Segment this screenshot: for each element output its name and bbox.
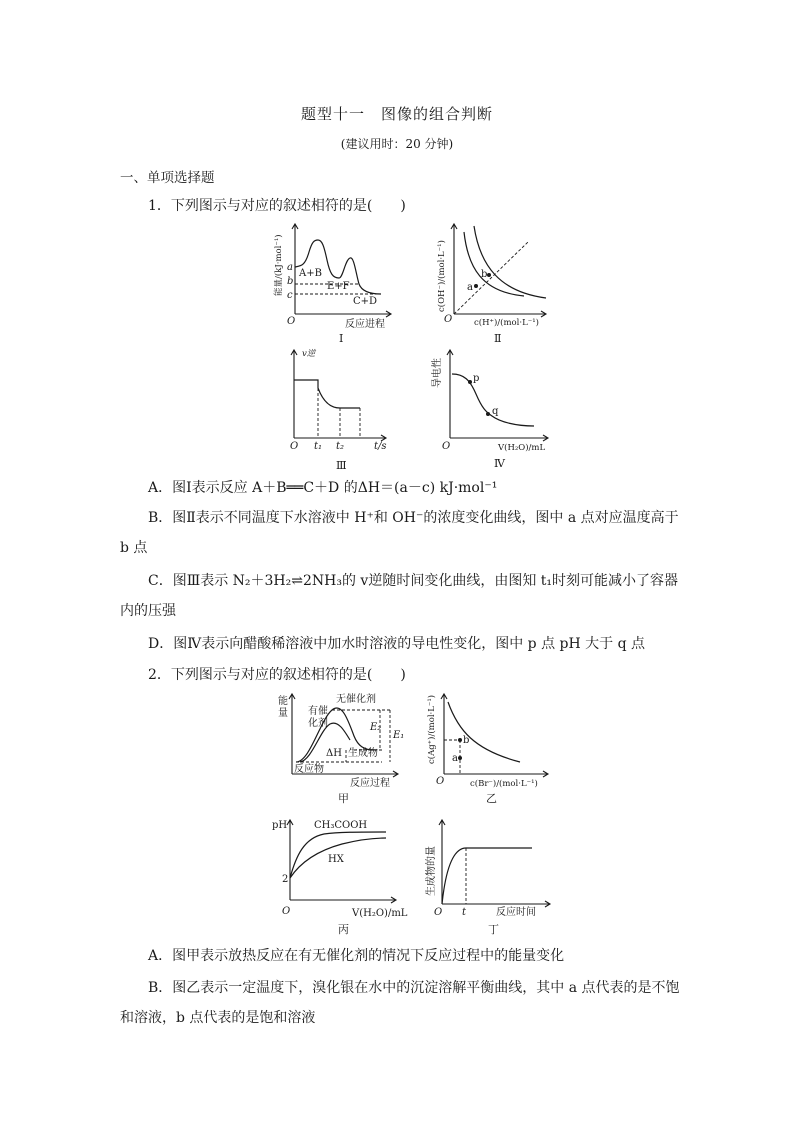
q2-stem: 2．下列图示与对应的叙述相符的是( ) bbox=[148, 667, 406, 683]
q1-option-c-line1: C．图Ⅲ表示 N₂＋3H₂⇌2NH₃的 v逆随时间变化曲线，由图知 t₁时刻可能减小了容器 bbox=[148, 573, 679, 589]
figa-caption: 甲 bbox=[338, 792, 349, 805]
figb-ylabel: c(Ag⁺)/(mol·L⁻¹) bbox=[427, 694, 437, 764]
fig3-caption: Ⅲ bbox=[336, 459, 347, 472]
fig1-ylabel: 能量/(kJ·mol⁻¹) bbox=[274, 234, 284, 296]
figa-e1: E₁ bbox=[393, 730, 405, 741]
figb-caption: 乙 bbox=[486, 792, 497, 805]
fig2-pa: a bbox=[467, 282, 473, 293]
figc-xlabel: V(H₂O)/mL bbox=[352, 908, 408, 919]
q1-option-b-line1: B．图Ⅱ表示不同温度下水溶液中 H⁺和 OH⁻的浓度变化曲线，图中 a 点对应温度高于 bbox=[148, 510, 679, 526]
fig1-ab: A+B bbox=[299, 268, 322, 279]
fig4-ylabel: 导电性 bbox=[432, 358, 443, 388]
fig1-cd: C+D bbox=[353, 296, 378, 307]
fig3-ts: t/s bbox=[374, 441, 387, 452]
fig1-c: c bbox=[287, 290, 293, 301]
figc-caption: 丙 bbox=[338, 923, 349, 936]
page-title: 题型十一 图像的组合判断 bbox=[300, 105, 493, 123]
figb-pa: a bbox=[452, 753, 458, 764]
q1-option-b-line2: b 点 bbox=[120, 540, 148, 556]
fig2-point-a bbox=[474, 284, 478, 288]
q2-option-a: A．图甲表示放热反应在有无催化剂的情况下反应过程中的能量变化 bbox=[148, 948, 565, 964]
fig1-ef: E+F bbox=[327, 281, 350, 292]
q2-figure-jia bbox=[270, 690, 410, 808]
fig2-ylabel: c(OH⁻)/(mol·L⁻¹) bbox=[437, 240, 447, 312]
fig1-b: b bbox=[287, 276, 294, 287]
figa-dh: ΔH bbox=[326, 748, 342, 759]
figa-xlabel: 反应过程 bbox=[350, 778, 390, 789]
figb-origin: O bbox=[436, 776, 445, 787]
figc-origin: O bbox=[282, 906, 291, 917]
figd-xlabel: 反应时间 bbox=[496, 907, 536, 918]
fig4-origin: O bbox=[442, 441, 451, 452]
fig1-origin: O bbox=[287, 316, 296, 327]
figd-origin: O bbox=[434, 907, 443, 918]
figa-y1: 能 bbox=[278, 696, 288, 707]
fig2-point-b bbox=[487, 273, 491, 277]
fig2-caption: Ⅱ bbox=[494, 332, 502, 344]
q1-option-a: A．图Ⅰ表示反应 A＋B══C＋D 的ΔH＝(a－c) kJ·mol⁻¹ bbox=[148, 480, 498, 496]
fig1-xlabel: 反应进程 bbox=[345, 319, 385, 330]
q1-figure-4 bbox=[430, 346, 560, 472]
fig2-xlabel: c(H⁺)/(mol·L⁻¹) bbox=[474, 318, 539, 328]
fig1-a: a bbox=[287, 262, 293, 273]
fig3-ylabel: v逆 bbox=[302, 349, 316, 359]
q1-option-d: D．图Ⅳ表示向醋酸稀溶液中加水时溶液的导电性变化，图中 p 点 pH 大于 q 点 bbox=[148, 636, 646, 652]
q2-figure-yi bbox=[420, 690, 555, 808]
fig3-origin: O bbox=[290, 441, 299, 452]
q2-figure-ding bbox=[420, 816, 555, 938]
fig3-t2: t₂ bbox=[336, 441, 345, 452]
section-heading: 一、单项选择题 bbox=[120, 170, 215, 186]
fig4-point-p bbox=[468, 380, 472, 384]
figa-e2: E₂ bbox=[370, 722, 382, 733]
q1-figure-3 bbox=[280, 346, 400, 472]
figa-cat1: 有催 bbox=[308, 706, 328, 717]
fig2-pb: b bbox=[481, 269, 488, 280]
figd-ylabel: 生成物的量 bbox=[426, 846, 437, 896]
figb-xlabel: c(Br⁻)/(mol·L⁻¹) bbox=[470, 779, 538, 789]
fig4-pp: p bbox=[473, 373, 480, 384]
page-subtitle: (建议用时：20 分钟) bbox=[340, 137, 454, 151]
fig4-xlabel: V(H₂O)/mL bbox=[498, 443, 546, 453]
figc-v2: 2 bbox=[282, 874, 289, 885]
figd-caption: 丁 bbox=[488, 923, 499, 936]
figa-cat2: 化剂 bbox=[308, 718, 328, 729]
figa-nocat: 无催化剂 bbox=[336, 694, 376, 705]
figc-s1: CH₃COOH bbox=[314, 820, 368, 831]
figc-s2: HX bbox=[328, 854, 344, 865]
q1-stem: 1．下列图示与对应的叙述相符的是( ) bbox=[148, 198, 406, 214]
fig2-origin: O bbox=[444, 314, 453, 325]
fig1-caption: Ⅰ bbox=[339, 332, 344, 344]
figa-reactant: 反应物 bbox=[294, 764, 324, 775]
q1-option-c-line2: 内的压强 bbox=[120, 603, 176, 619]
q1-figure-2 bbox=[428, 222, 558, 344]
figd-t: t bbox=[462, 907, 467, 918]
figa-y2: 量 bbox=[278, 708, 288, 719]
q2-figure-bing bbox=[268, 816, 408, 938]
figc-ylabel: pH bbox=[272, 820, 288, 831]
q2-option-b-line2: 和溶液，b 点代表的是饱和溶液 bbox=[120, 1010, 316, 1026]
figb-point-b bbox=[458, 738, 462, 742]
fig4-pq: q bbox=[492, 406, 499, 417]
figb-pb: b bbox=[463, 735, 470, 746]
figb-point-a bbox=[458, 756, 462, 760]
fig4-caption: Ⅳ bbox=[494, 457, 505, 470]
figa-product: 生成物 bbox=[348, 748, 378, 759]
fig3-t1: t₁ bbox=[314, 441, 323, 452]
q1-figure-1 bbox=[255, 222, 405, 344]
q2-option-b-line1: B．图乙表示一定温度下，溴化银在水中的沉淀溶解平衡曲线，其中 a 点代表的是不饱 bbox=[148, 980, 680, 996]
fig4-point-q bbox=[486, 412, 490, 416]
